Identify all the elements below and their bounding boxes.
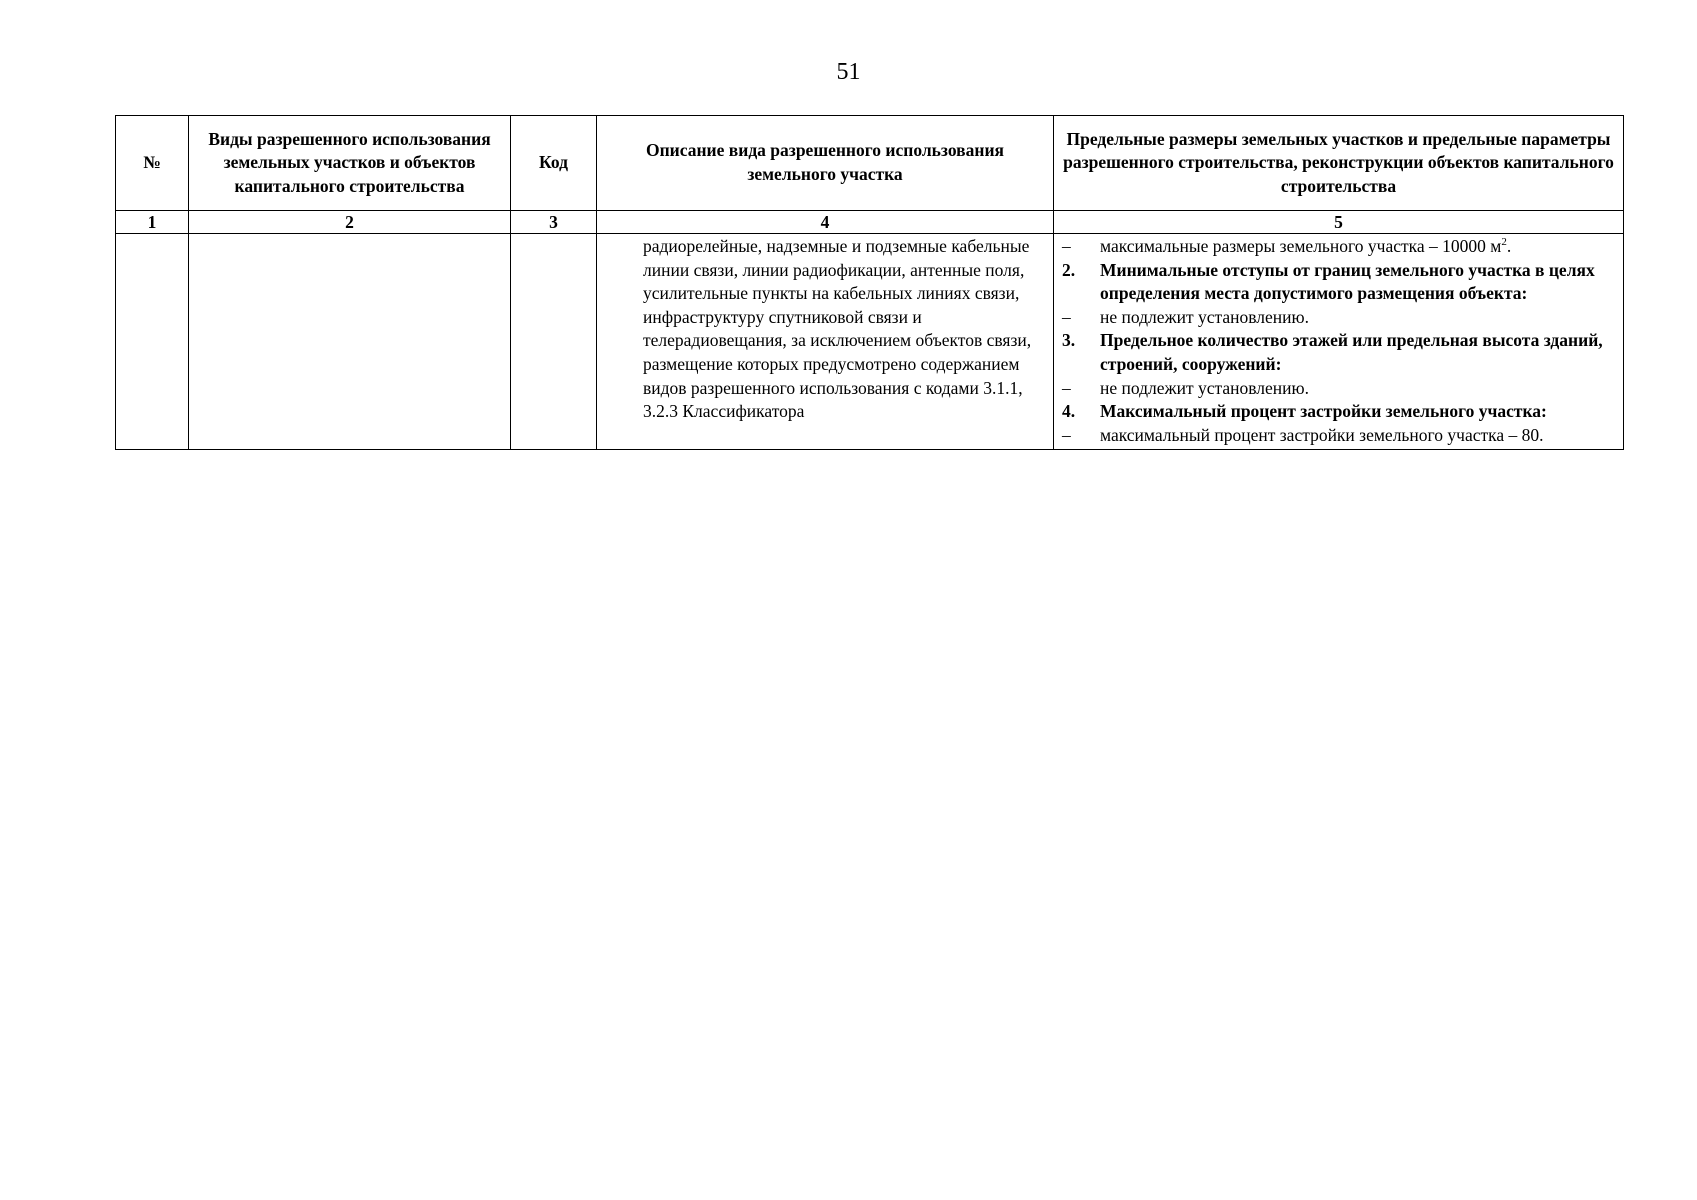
param-text: Предельное количество этажей или предельная высота зданий, строений, сооружений: bbox=[1100, 330, 1603, 374]
header-use-type: Виды разрешенного использования земельных участков и объектов капитального строительства bbox=[189, 116, 511, 211]
param-heading bbox=[1062, 329, 1617, 376]
param-text: максимальный процент застройки земельного участка – 80. bbox=[1100, 424, 1544, 445]
param-item bbox=[1062, 424, 1617, 448]
header-code: Код bbox=[511, 116, 597, 211]
header-number: № bbox=[116, 116, 189, 211]
column-number-row bbox=[116, 211, 1624, 234]
param-item bbox=[1062, 235, 1617, 259]
column-number: 1 bbox=[116, 211, 189, 234]
description-text: радиорелейные, надземные и подземные кабельные линии связи, линии радиофикации, антенные поля, усилительные пункты на кабельных линиях связи, инфраструктуру спутниковой связи и телерадиовещания, за исключением объектов связи, размещение которых предусмотрено содержанием видов разрешенного использования с кодами 3.1.1, 3.2.3 Классификатора bbox=[643, 236, 1032, 422]
param-item bbox=[1062, 377, 1617, 401]
header-parameters: Предельные размеры земельных участков и предельные параметры разрешенного строительства, реконструкции объектов капитального строительства bbox=[1054, 116, 1624, 211]
cell-description bbox=[597, 234, 1054, 450]
param-marker: – bbox=[1062, 377, 1071, 398]
param-marker: 3. bbox=[1062, 330, 1076, 351]
param-marker: – bbox=[1062, 236, 1071, 256]
table-row bbox=[116, 234, 1624, 450]
param-text: не подлежит установлению. bbox=[1100, 377, 1309, 398]
header-description: Описание вида разрешенного использования земельного участка bbox=[597, 116, 1054, 211]
param-heading bbox=[1062, 259, 1617, 306]
param-item bbox=[1062, 306, 1617, 330]
table-header-row bbox=[116, 116, 1624, 211]
cell-number bbox=[116, 234, 189, 450]
zoning-regulations-table bbox=[115, 115, 1624, 450]
param-text: Минимальные отступы от границ земельного участка в целях определения места допустимого размещения объекта: bbox=[1100, 259, 1595, 304]
cell-code bbox=[511, 234, 597, 450]
column-number: 4 bbox=[597, 211, 1054, 234]
page-number: 51 bbox=[836, 59, 861, 85]
param-heading bbox=[1062, 400, 1617, 424]
cell-parameters bbox=[1054, 234, 1624, 450]
param-marker: 4. bbox=[1062, 401, 1076, 422]
superscript: 2 bbox=[1501, 236, 1507, 249]
param-marker: 2. bbox=[1062, 259, 1076, 280]
param-text: не подлежит установлению. bbox=[1100, 306, 1309, 327]
column-number: 3 bbox=[511, 211, 597, 234]
param-text: Максимальный процент застройки земельного участка: bbox=[1100, 401, 1547, 422]
column-number: 2 bbox=[189, 211, 511, 234]
cell-use-type bbox=[189, 234, 511, 450]
column-number: 5 bbox=[1054, 211, 1624, 234]
param-marker: – bbox=[1062, 424, 1071, 445]
param-text: максимальные размеры земельного участка – 10000 $м^2$. bbox=[1100, 236, 1512, 256]
param-marker: – bbox=[1062, 306, 1071, 327]
